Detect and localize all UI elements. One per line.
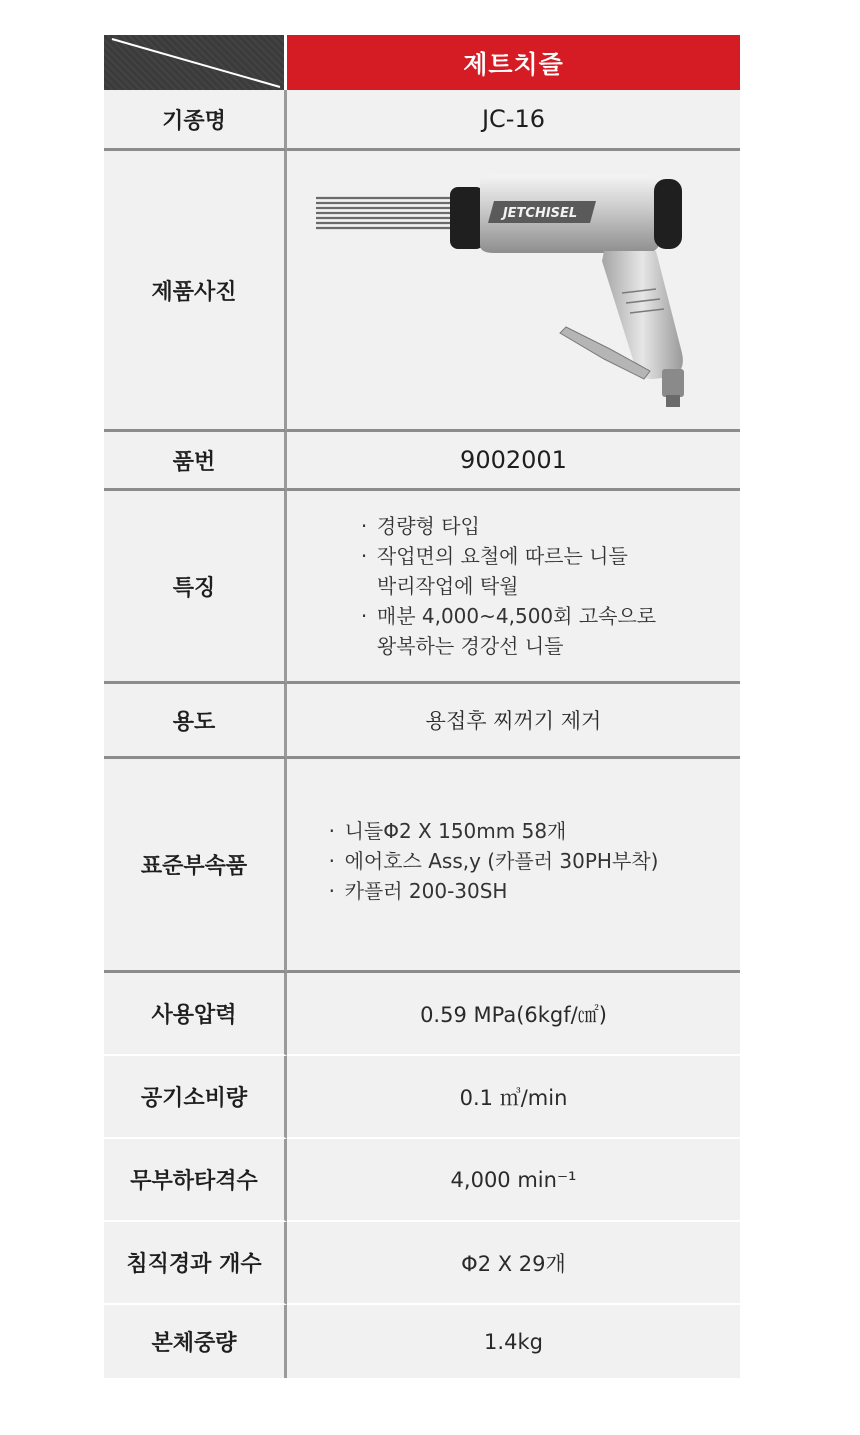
- photo-label: 제품사진: [104, 151, 287, 432]
- needles-label: 침직경과 개수: [104, 1222, 287, 1305]
- weight-label: 본체중량: [104, 1305, 287, 1378]
- feature-item: · 매분 4,000~4,500회 고속으로: [361, 601, 656, 631]
- pressure-label: 사용압력: [104, 973, 287, 1056]
- accessory-item: · 니들Φ2 X 150mm 58개: [329, 816, 659, 846]
- jet-chisel-tool-icon: [304, 165, 724, 415]
- part-no-label: 품번: [104, 432, 287, 491]
- spec-table: [104, 35, 740, 1378]
- accessories-value: [287, 759, 740, 973]
- accessory-item: · 에어호스 Ass,y (카플러 30PH부착): [329, 846, 659, 876]
- use-value: 용접후 찌꺼기 제거: [287, 684, 740, 759]
- header-corner: [104, 35, 287, 90]
- air-value: 0.1 ㎥/min: [287, 1056, 740, 1139]
- header-title: 제트치즐: [287, 35, 740, 90]
- use-label: 용도: [104, 684, 287, 759]
- accessories-list: [329, 816, 659, 906]
- weight-value: 1.4kg: [287, 1305, 740, 1378]
- strokes-value: 4,000 min⁻¹: [287, 1139, 740, 1222]
- strokes-label: 무부하타격수: [104, 1139, 287, 1222]
- feature-item: · 경량형 타입: [361, 511, 656, 541]
- feature-item: · 작업면의 요철에 따르는 니들: [361, 541, 656, 571]
- part-no-value: 9002001: [287, 432, 740, 491]
- feature-item-continued: 왕복하는 경강선 니들: [376, 634, 564, 658]
- model-label: 기종명: [104, 90, 287, 151]
- features-value: [287, 491, 740, 684]
- brand-text: JETCHISEL: [502, 206, 577, 221]
- needles-value: Φ2 X 29개: [287, 1222, 740, 1305]
- features-label: 특징: [104, 491, 287, 684]
- feature-item-continued: 박리작업에 탁월: [376, 574, 519, 598]
- model-value: JC-16: [287, 90, 740, 151]
- diagonal-line-icon: [104, 35, 284, 90]
- features-list: [361, 511, 656, 661]
- pressure-value: 0.59 MPa(6kgf/㎠): [287, 973, 740, 1056]
- accessory-item: · 카플러 200-30SH: [329, 876, 659, 906]
- product-photo: [287, 151, 740, 432]
- air-label: 공기소비량: [104, 1056, 287, 1139]
- accessories-label: 표준부속품: [104, 759, 287, 973]
